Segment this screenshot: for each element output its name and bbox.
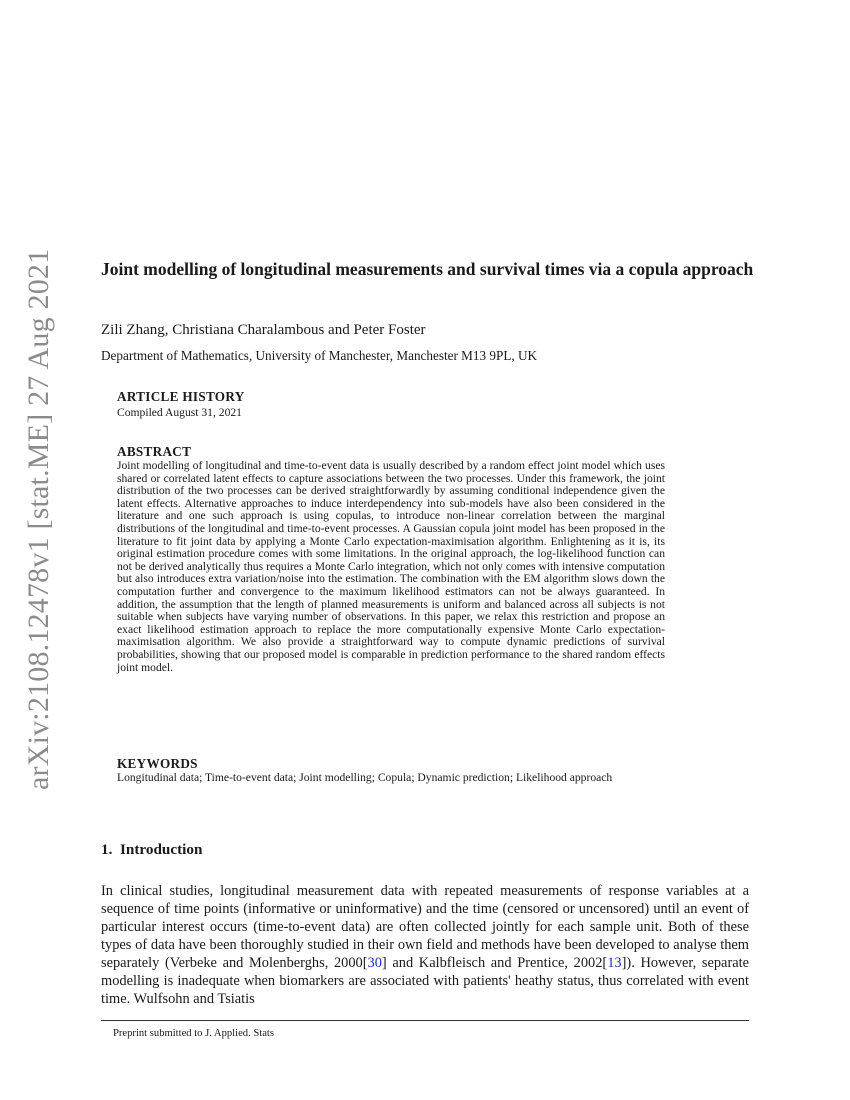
keywords-block [117,756,665,785]
keywords-heading: KEYWORDS [117,756,198,771]
section-title: Introduction [119,841,203,858]
preprint-footer-note: Preprint submitted to J. Applied. Stats [113,1028,274,1039]
section-heading-introduction [101,841,202,859]
abstract-heading: ABSTRACT [117,444,192,459]
abstract-block [117,444,665,674]
intro-text-part-1: In clinical studies, longitudinal measurement data with repeated measurements of response variables at a sequence of time points (informative or uninformative) and the time (censored or uncensored) until an event of particular interest occurs (time-to-event data) are often collected jointly for each sample unit. Both of these types of data have been thoroughly studied in their own field and methods have been developed to analyse them separately (Verbeke and Molenberghs, 2000[ [101,883,749,971]
intro-text-part-2: ] and Kalbfleisch and Prentice, 2002[ [381,955,608,971]
paper-title: Joint modelling of longitudinal measurements and survival times via a copula approach [101,259,754,279]
arxiv-identifier-stamp: arXiv:2108.12478v1 [stat.ME] 27 Aug 2021 [22,248,55,790]
footnote-divider [101,1020,749,1021]
intro-text-part-3: ]). However, separate modelling is inadequate when biomarkers are associated with patients' heathy status, thus correlated with event time. Wulfsohn and Tsiatis [101,955,750,1007]
citation-link-13[interactable]: 13 [607,955,622,971]
citation-link-30[interactable]: 30 [367,955,382,971]
author-list: Zili Zhang, Christiana Charalambous and Peter Foster [101,322,426,338]
section-number: 1. [101,841,113,858]
keywords-text: Longitudinal data; Time-to-event data; Joint modelling; Copula; Dynamic prediction; Likelihood approach [117,771,613,784]
author-affiliation: Department of Mathematics, University of Manchester, Manchester M13 9PL, UK [101,348,538,363]
article-history-text: Compiled August 31, 2021 [117,406,242,419]
abstract-text: Joint modelling of longitudinal and time-to-event data is usually described by a random effect joint model which uses shared or correlated latent effects to capture associations between the two processes. Under this framework, the joint distribution of the two processes can be derived straightforwardly by assuming conditional independence given the latent effects. Alternative approaches to induce interdependency into sub-models have also been considered in the literature and one such approach is using copulas, to introduce non-linear correlation between the marginal distributions of the longitudinal and time-to-event processes. A Gaussian copula joint model has been proposed in the literature to fit joint data by applying a Monte Carlo expectation-maximisation algorithm. Enlightening as it is, its original estimation procedure comes with some limitations. In the original approach, the log-likelihood function can not be derived analytically thus requires a Monte Carlo integration, which not only comes with intensive computation but also introduces extra variation/noise into the estimation. The combination with the EM algorithm slows down the computation further and convergence to the maximum likelihood estimators can not be always guaranteed. In addition, the assumption that the length of planned measurements is uniform and balanced across all subjects is not suitable when subjects have varying number of observations. In this paper, we relax this restriction and propose an exact likelihood estimation approach to replace the more computationally expensive Monte Carlo expectation-maximisation algorithm. We also provide a straightforward way to compute dynamic predictions of survival probabilities, showing that our proposed model is comparable in prediction performance to the shared random effects joint model. [117,459,665,674]
introduction-paragraph [101,882,749,1008]
article-history-block [117,389,665,420]
article-history-heading: ARTICLE HISTORY [117,389,245,404]
